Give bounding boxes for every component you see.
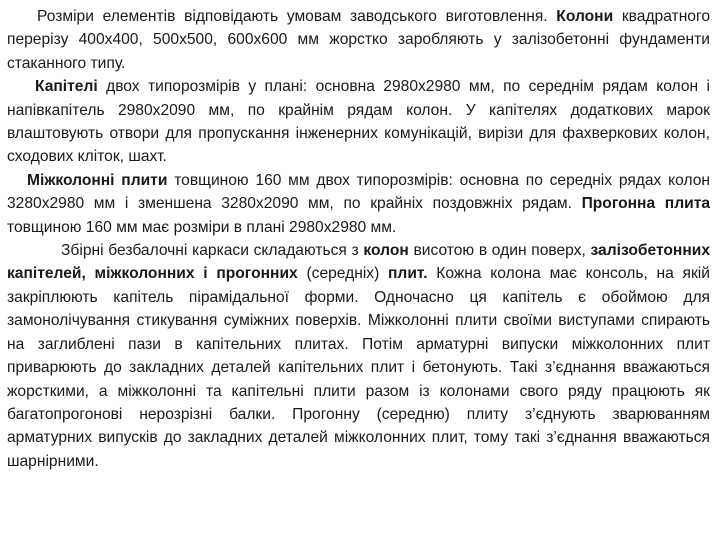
paragraph-capitals — [7, 75, 710, 169]
term-intercolumn-slabs: Міжколонні плити — [27, 171, 168, 189]
term-columns: колон — [363, 242, 409, 260]
document-body — [7, 5, 710, 473]
term-capitals: Капітелі — [35, 78, 98, 96]
text-run: квадратного перерізу 400х400, 500х500, 600х600 мм жорстко заробляють у залізобетонні фундаменти стаканного типу. — [7, 8, 710, 72]
text-run: Збірні безбалочні каркаси складаються з — [61, 242, 364, 260]
paragraph-columns — [7, 5, 710, 75]
text-run: Кожна колона має консоль, на якій закріплюють капітель пірамідальної форми. Одночасно ця капітель є обоймою для замонолічування стикування суміжних поверхів. Міжколонні плити своїми виступами спирають на заглиблені пази в капітельних плитах. Потім арматурні випуски міжколонних плит приварюють до закладних деталей капітельних плит і бетонують. Такі з’єднання вважаються жорсткими, а міжколонні та капітельні плити разом із колонами свого ряду працюють як багатопрогонові нерозрізні балки. Прогонну (середню) плиту з’єднують зварюванням арматурних випусків до закладних деталей міжколонних плит, тому такі з’єднання вважаються шарнірними. — [7, 265, 710, 470]
text-run: (середніх) — [297, 265, 389, 283]
text-run: Розміри елементів відповідають умовам заводського виготовлення. — [37, 8, 557, 25]
term-slabs: плит. — [388, 265, 428, 283]
term-columns: Колони — [556, 8, 614, 25]
text-run: товщиною 160 мм має розміри в плані 2980х2980 мм. — [7, 218, 397, 236]
text-run: двох типорозмірів у плані: основна 2980х2980 мм, по середнім рядам колон і напівкапітель 2980х2090 мм, по крайнім рядам колон. У капітелях додаткових марок влаштовують отвори для пропускання інженерних комунікацій, вирізи для фахверкових колон, сходових кліток, шахт. — [7, 78, 710, 166]
text-run: висотою в один поверх, — [408, 242, 591, 260]
term-span-slab: Прогонна плита — [581, 195, 710, 213]
paragraph-precast-frames — [7, 239, 710, 473]
text-run: товщиною 160 мм двох типорозмірів: основна по середніх рядах колон 3280х2980 мм і зменшена 3280х2090 мм, по крайніх поздовжніх рядам. — [7, 171, 711, 213]
paragraph-intercolumn-slabs — [7, 169, 710, 239]
term-slab-types: залізобетонних капітелей, міжколонних і прогонних — [7, 242, 710, 283]
